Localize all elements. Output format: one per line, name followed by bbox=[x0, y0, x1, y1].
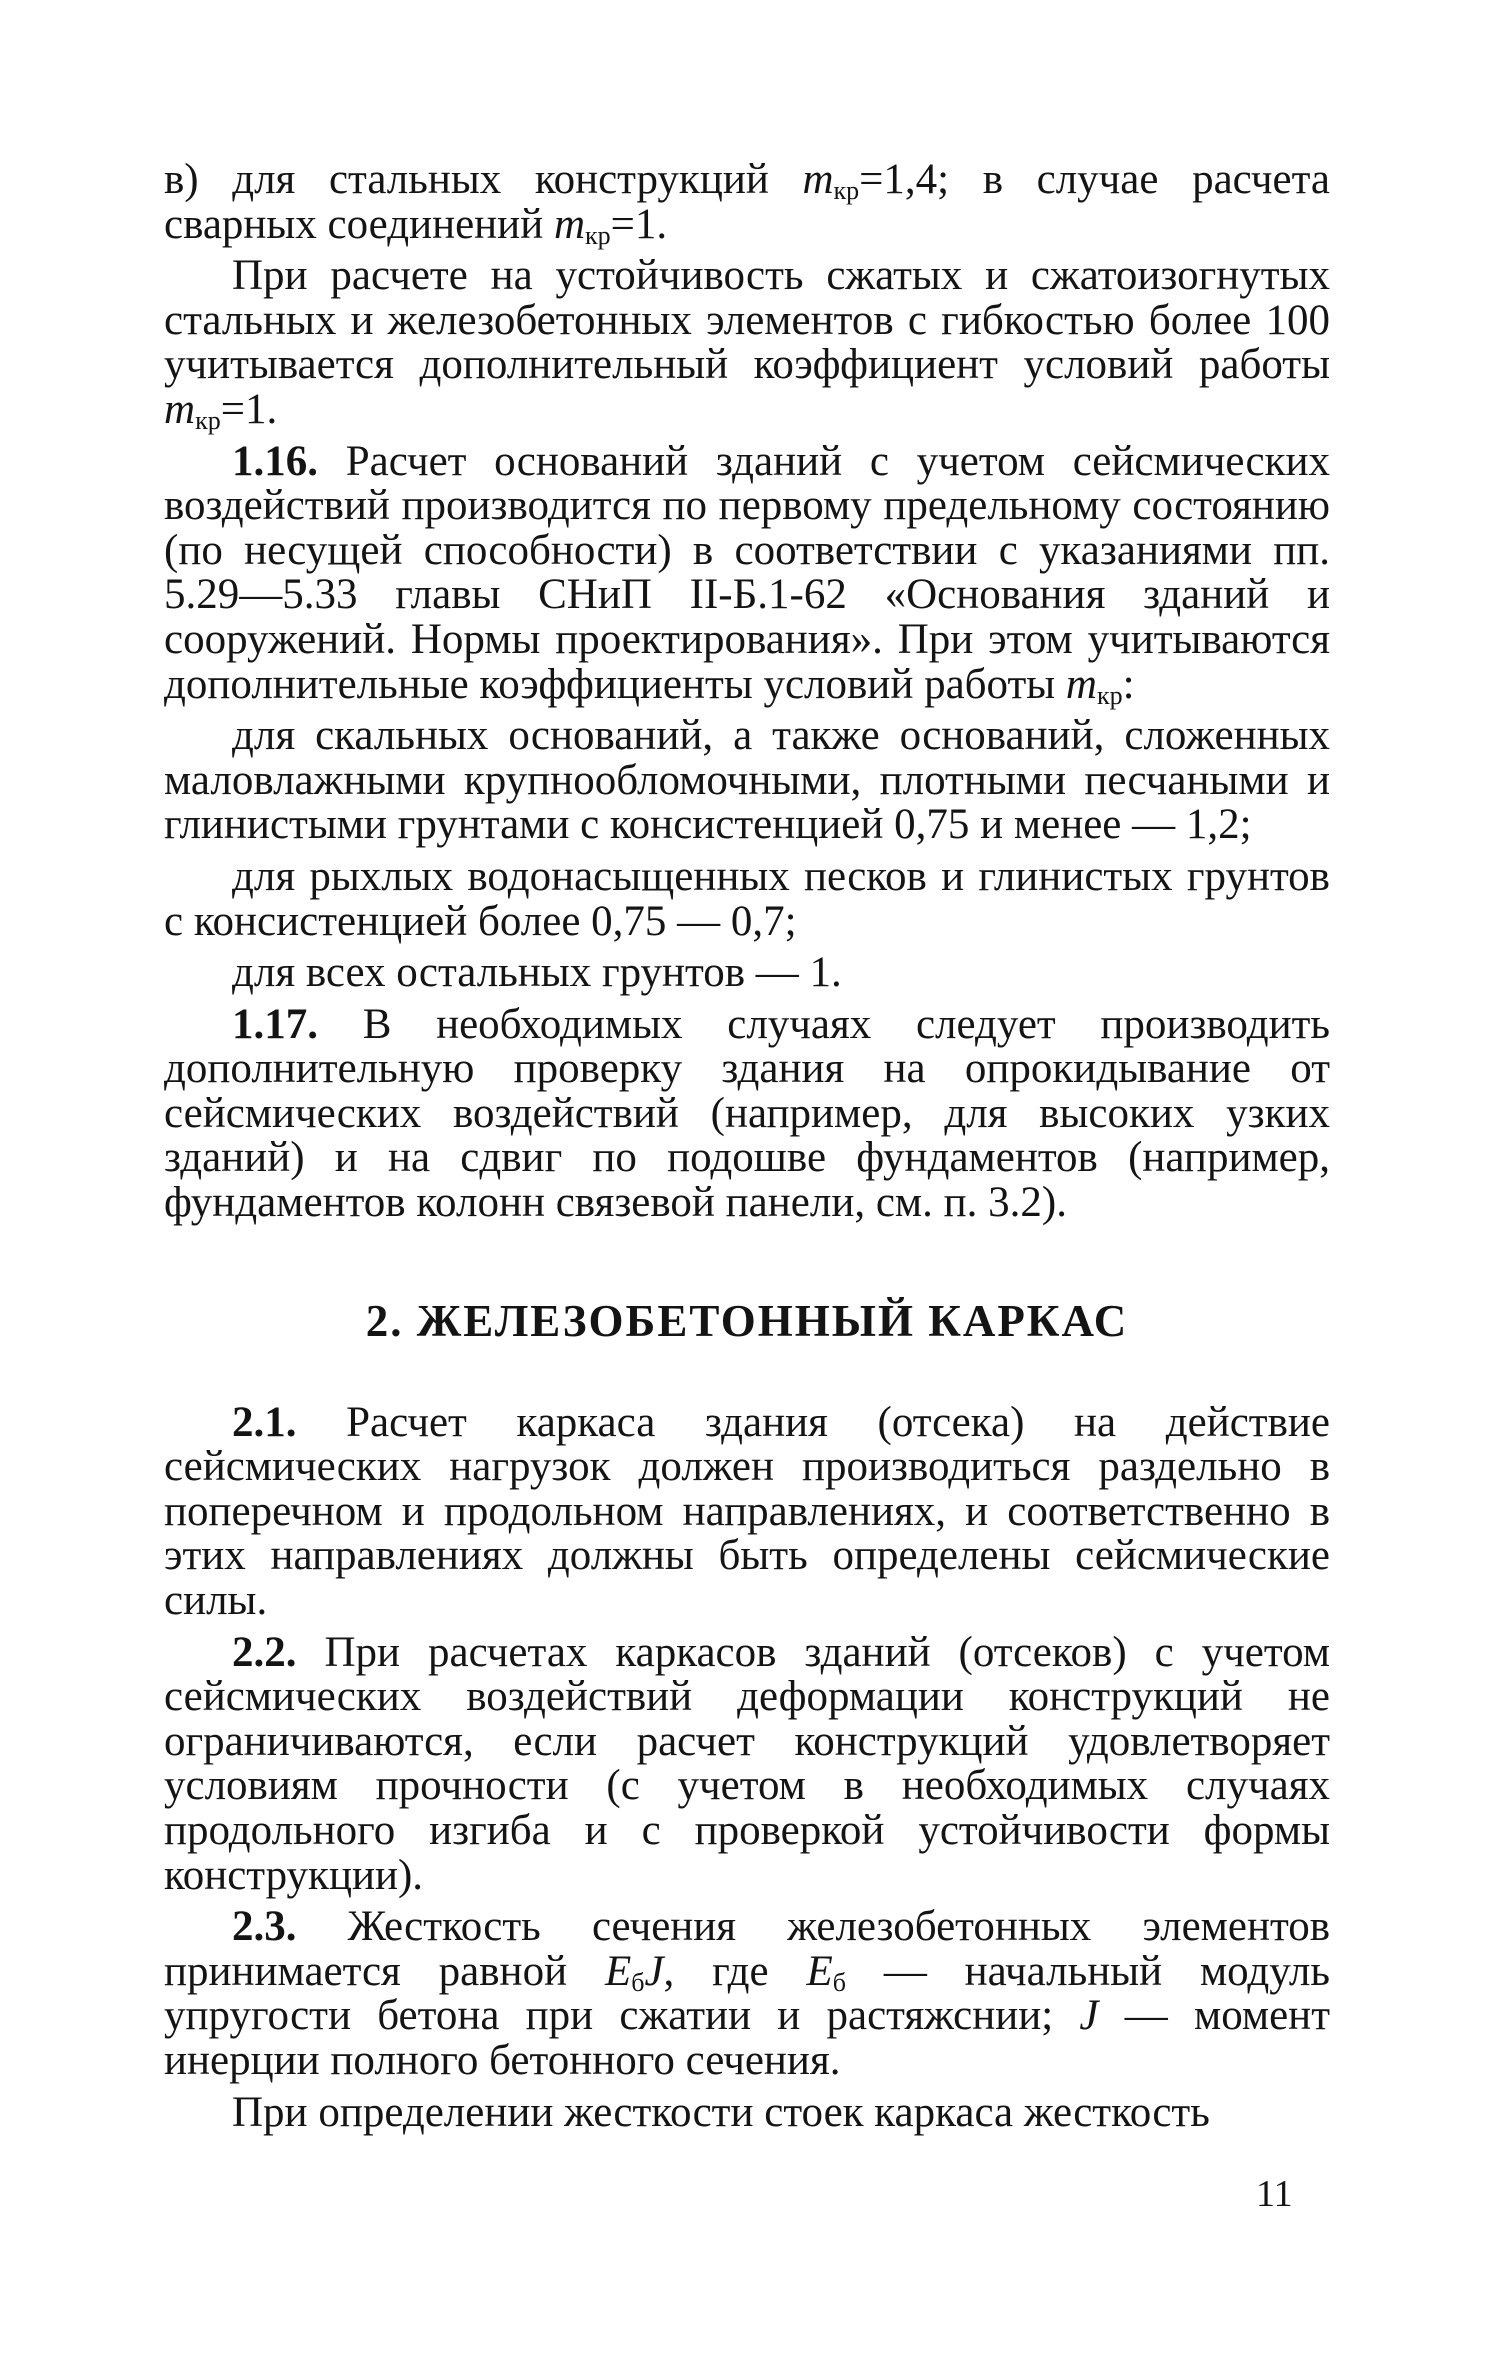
paragraph-2-1 bbox=[164, 1398, 1330, 1625]
symbol-m: m bbox=[802, 156, 834, 203]
text: При расчетах каркасов зданий (отсеков) с учетом сейсмических воздействий деформации конструкций не ограничиваются, если расчет конструкций удовлетворяет условиям прочности (с учетом в необходимых случаях продольного изгиба и с проверкой устойчивости формы конструкции). bbox=[164, 1628, 1330, 1899]
paragraph-stiffness-continued: При определении жесткости стоек каркаса жесткость bbox=[232, 2088, 1210, 2136]
subscript-b: б bbox=[832, 1967, 846, 1997]
paragraph-1-17 bbox=[164, 1000, 1330, 1227]
clause-number: 2.3. bbox=[232, 1903, 297, 1951]
text: Расчет каркаса здания (отсека) на действие сейсмических нагрузок должен производиться раздельно в поперечном и продольном направлениях, и соответственно в этих направлениях должны быть определены сейсмические силы. bbox=[164, 1398, 1330, 1625]
section-heading: 2. ЖЕЛЕЗОБЕТОННЫЙ КАРКАС bbox=[365, 1295, 1129, 1346]
subscript-kr: кр bbox=[833, 176, 860, 205]
paragraph-steel-structures bbox=[164, 156, 1330, 250]
subscript-kr: кр bbox=[585, 220, 611, 250]
text: =1. bbox=[610, 200, 668, 248]
paragraph-2-2 bbox=[164, 1628, 1330, 1899]
text: Жесткость сечения железобетонных элементов принимается равной bbox=[164, 1903, 1330, 1995]
clause-number: 1.17. bbox=[232, 1000, 318, 1048]
symbol-j: J bbox=[644, 1947, 664, 1995]
clause-number: 1.16. bbox=[232, 437, 318, 485]
clause-number: 2.2. bbox=[232, 1628, 297, 1676]
text: , где bbox=[663, 1947, 807, 1995]
paragraph-1-16 bbox=[164, 437, 1330, 710]
text: =1,4; в случае расчета сварных соединений bbox=[164, 156, 1330, 248]
paragraph-other-soils: для всех остальных грунтов — 1. bbox=[232, 949, 842, 997]
symbol-m: m bbox=[553, 200, 586, 248]
text: — момент инерции полного бетонного сечения. bbox=[164, 1992, 1330, 2084]
symbol-e: E bbox=[604, 1947, 632, 1995]
text: : bbox=[1122, 660, 1135, 708]
page-body bbox=[164, 158, 1330, 2135]
subscript-b: б bbox=[631, 1967, 645, 1997]
clause-number: 2.1. bbox=[232, 1398, 297, 1446]
symbol-e: E bbox=[806, 1947, 833, 1995]
symbol-m: m bbox=[1065, 660, 1097, 708]
paragraph-2-3 bbox=[164, 1905, 1330, 2083]
page-number: 11 bbox=[1256, 2173, 1293, 2215]
text: При расчете на устойчивость сжатых и сжатоизогнутых стальных и железобетонных элементов с гибкостью более 100 учитывается дополнительный коэффициент условий работы bbox=[164, 252, 1330, 389]
text: — начальный модуль упругости бетона при сжатии и растяжснии; bbox=[164, 1947, 1330, 2040]
symbol-j: J bbox=[1079, 1992, 1099, 2040]
paragraph-loose-sands: для рыхлых водонасыщенных песков и глинистых грунтов с консистенцией более 0,75 — 0,7; bbox=[164, 852, 1330, 945]
text: в) для стальных конструкций bbox=[164, 156, 803, 203]
paragraph-stability bbox=[164, 252, 1330, 435]
symbol-m: m bbox=[164, 385, 196, 433]
text: =1. bbox=[220, 385, 278, 433]
paragraph-rocky-soils: для скальных оснований, а также оснований, сложенных маловлажными крупнообломочными, плотными песчаными и глинистыми грунтами с консистенцией 0,75 и менее — 1,2; bbox=[164, 712, 1330, 849]
text: В необходимых случаях следует производить дополнительную проверку здания на опрокидывание от сейсмических воздействий (например, для высоких узких зданий) и на сдвиг по подошве фундаментов (например, фундаментов колонн связевой панели, см. п. 3.2). bbox=[164, 1000, 1330, 1227]
text: Расчет оснований зданий с учетом сейсмических воздействий производится по первому предельному состоянию (по несущей способности) в соответствии с указаниями пп. 5.29—5.33 главы СНиП II-Б.1-62 «Основания зданий и сооружений. Нормы проектирования». При этом учитываются дополнительные коэффициенты условий работы bbox=[164, 437, 1330, 708]
subscript-kr: кр bbox=[1096, 680, 1123, 710]
subscript-kr: кр bbox=[195, 405, 221, 435]
